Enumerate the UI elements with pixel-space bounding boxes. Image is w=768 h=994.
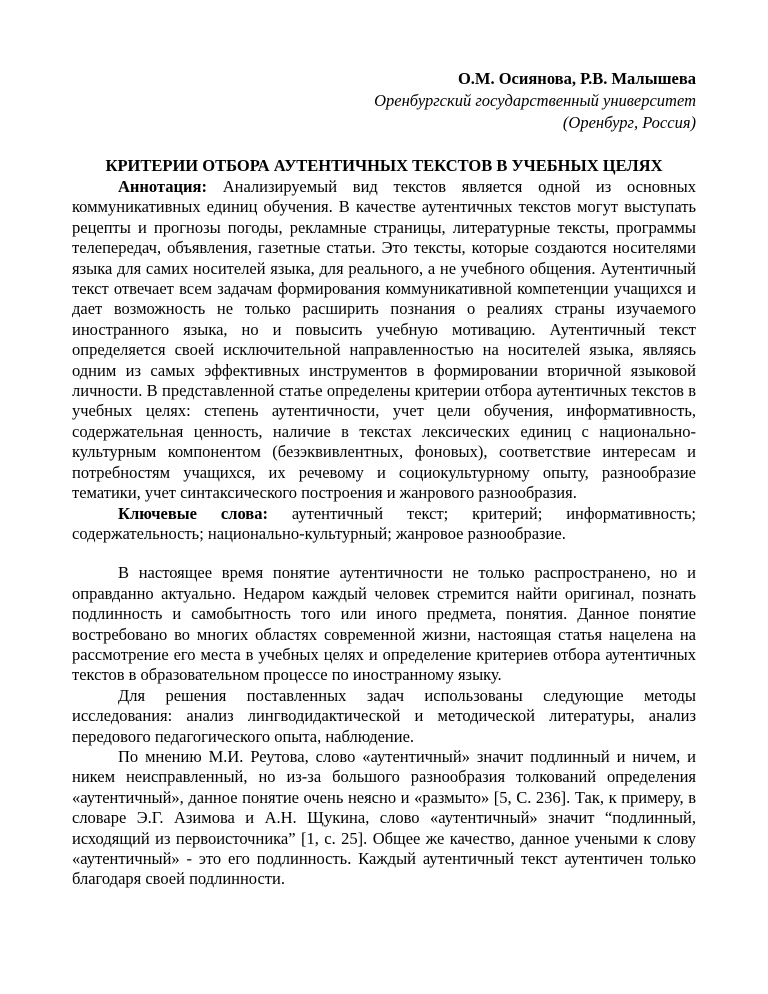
keywords-paragraph [72,504,696,545]
body-paragraph-1: В настоящее время понятие аутентичности не только распространено, но и оправданно актуально. Недаром каждый человек стремится найти оригинал, познать подлинность и самобытность того или иного предмета, понятия. Данное понятие востребовано во многих областях современной жизни, настоящая статья нацелена на рассмотрение его места в учебных целях и определение критериев отбора аутентичных текстов в образовательном процессе по иностранному языку. [72,563,696,685]
affiliation: Оренбургский государственный университет [374,91,696,110]
keywords-text: аутентичный текст; критерий; информативность; содержательность; национально-культурный; жанровое разнообразие. [72,503,696,543]
body-paragraph-2: Для решения поставленных задач использованы следующие методы исследования: анализ лингводидактической и методической литературы, анализ передового педагогического опыта, наблюдение. [72,685,696,746]
abstract-label: Аннотация: [118,177,207,196]
author-names: О.М. Осиянова, Р.В. Малышева [457,69,696,88]
abstract-text: Анализируемый вид текстов является одной из основных коммуникативных единиц обучения. В качестве аутентичных текстов могут выступать рецепты и прогнозы погоды, рекламные страницы, литературные тексты, программы телепередач, объявления, газетные статьи. Это тексты, которые создаются носителями языка для самих носителей языка, для реального, а не учебного общения. Аутентичный текст отвечает всем задачам формирования коммуникативной компетенции учащихся и дает возможность не только расширить познания о реалиях страны изучаемого иностранного языка, но и повысить учебную мотивацию. Аутентичный текст определяется своей исключительной направленностью на носителей языка, являясь одним из самых эффективных инструментов в формировании вторичной языковой личности. В представленной статье определены критерии отбора аутентичных текстов в учебных целях: степень аутентичности, учет цели обучения, информативность, содержательная ценность, наличие в текстах лексических единиц с национально-культурным компонентом (безэквивлентных, фоновых), соответствие интересам и потребностям учащихся, их речевому и социокультурному опыту, разнообразие тематики, учет синтаксического построения и жанрового разнообразия. [72,177,697,503]
author-block [72,68,696,134]
affiliation-location: (Оренбург, Россия) [562,113,696,132]
abstract-paragraph [72,177,696,504]
keywords-label: Ключевые слова: [118,503,268,523]
body-paragraph-3: По мнению М.И. Реутова, слово «аутентичный» значит подлинный и ничем, и никем неисправленный, но из-за большого разнообразия толкований определения «аутентичный», данное понятие очень неясно и «размыто» [5, С. 236]. Так, к примеру, в словаре Э.Г. Азимова и А.Н. Щукина, слово «аутентичный» значит “подлинный, исходящий из первоисточника” [1, с. 25]. Общее же качество, данное учеными к слову «аутентичный» - это его подлинность. Каждый аутентичный текст аутентичен только благодаря своей подлинности. [72,746,696,889]
article-title: КРИТЕРИИ ОТБОРА АУТЕНТИЧНЫХ ТЕКСТОВ В УЧЕБНЫХ ЦЕЛЯХ [105,156,663,175]
section-gap [72,544,696,563]
